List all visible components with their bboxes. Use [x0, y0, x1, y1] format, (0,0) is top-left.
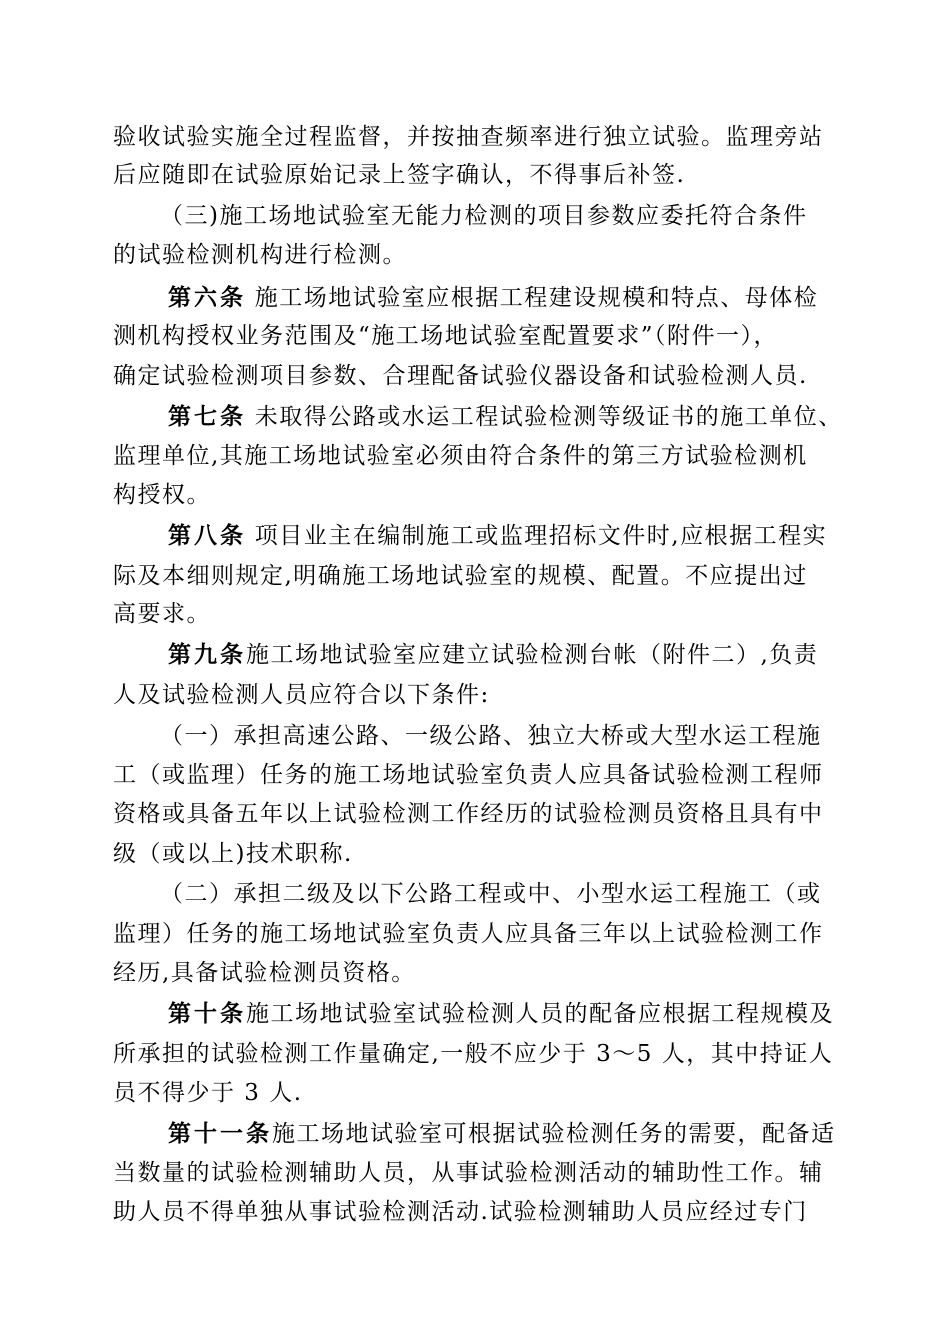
- text-line: 的试验检测机构进行检测。: [113, 242, 407, 268]
- text-line: 验收试验实施全过程监督，并按抽查频率进行独立试验。监理旁站: [113, 124, 824, 150]
- article-heading: 第七条: [168, 403, 246, 430]
- article-heading: 第六条: [168, 284, 246, 311]
- text-line: 所承担的试验检测工作量确定,一般不应少于 3～5 人，其中持证人: [113, 1041, 834, 1067]
- text-line: 经历,具备试验检测员资格。: [113, 960, 416, 986]
- text-line: （一）承担高速公路、一级公路、独立大桥或大型水运工程施: [160, 723, 822, 749]
- text-line: 际及本细则规定,明确施工场地试验室的规模、配置。不应提出过: [113, 563, 808, 589]
- text-line: 当数量的试验检测辅助人员，从事试验检测活动的辅助性工作。辅: [113, 1160, 824, 1186]
- article-text: 项目业主在编制施工或监理招标文件时,应根据工程实: [246, 523, 828, 549]
- article-text: 施工场地试验室应根据工程建设规模和特点、母体检: [246, 285, 819, 311]
- text-line: （二）承担二级及以下公路工程或中、小型水运工程施工（或: [160, 881, 822, 907]
- text-line: 测机构授权业务范围及“施工场地试验室配置要求”（附件一），: [113, 323, 779, 349]
- article-10-first-line: [168, 999, 834, 1029]
- text-line: （三)施工场地试验室无能力检测的项目参数应委托符合条件: [160, 203, 808, 229]
- text-line: 监理）任务的施工场地试验室负责人应具备三年以上试验检测工作: [113, 921, 824, 947]
- article-heading: 第八条: [168, 522, 246, 549]
- article-7-first-line: [168, 402, 843, 432]
- article-heading: 第十一条: [168, 1120, 272, 1147]
- article-text: 施工场地试验室试验检测人员的配备应根据工程规模及: [246, 1001, 834, 1027]
- article-text: 未取得公路或水运工程试验检测等级证书的施工单位、: [246, 404, 843, 430]
- text-line: 人及试验检测人员应符合以下条件:: [113, 682, 490, 708]
- article-heading: 第九条: [168, 641, 246, 668]
- article-8-first-line: [168, 521, 827, 551]
- article-11-first-line: [168, 1119, 836, 1149]
- article-6-first-line: [168, 283, 818, 313]
- text-line: 员不得少于 3 人.: [113, 1080, 303, 1106]
- text-line: 级（或以上)技术职称.: [113, 841, 353, 867]
- text-line: 资格或具备五年以上试验检测工作经历的试验检测员资格且具有中: [113, 801, 824, 827]
- text-line: 工（或监理）任务的施工场地试验室负责人应具备试验检测工程师: [113, 762, 824, 788]
- article-9-first-line: [168, 640, 818, 670]
- text-line: 确定试验检测项目参数、合理配备试验仪器设备和试验检测人员.: [113, 363, 808, 389]
- text-line: 构授权。: [113, 482, 211, 508]
- article-heading: 第十条: [168, 1000, 246, 1027]
- article-text: 施工场地试验室应建立试验检测台帐（附件二）,负责: [246, 642, 819, 668]
- text-line: 后应随即在试验原始记录上签字确认，不得事后补签.: [113, 162, 686, 188]
- text-line: 高要求。: [113, 601, 211, 627]
- article-text: 施工场地试验室可根据试验检测任务的需要，配备适: [272, 1121, 836, 1147]
- text-line: 监理单位,其施工场地试验室必须由符合条件的第三方试验检测机: [113, 443, 808, 469]
- text-line: 助人员不得单独从事试验检测活动.试验检测辅助人员应经过专门: [113, 1199, 808, 1225]
